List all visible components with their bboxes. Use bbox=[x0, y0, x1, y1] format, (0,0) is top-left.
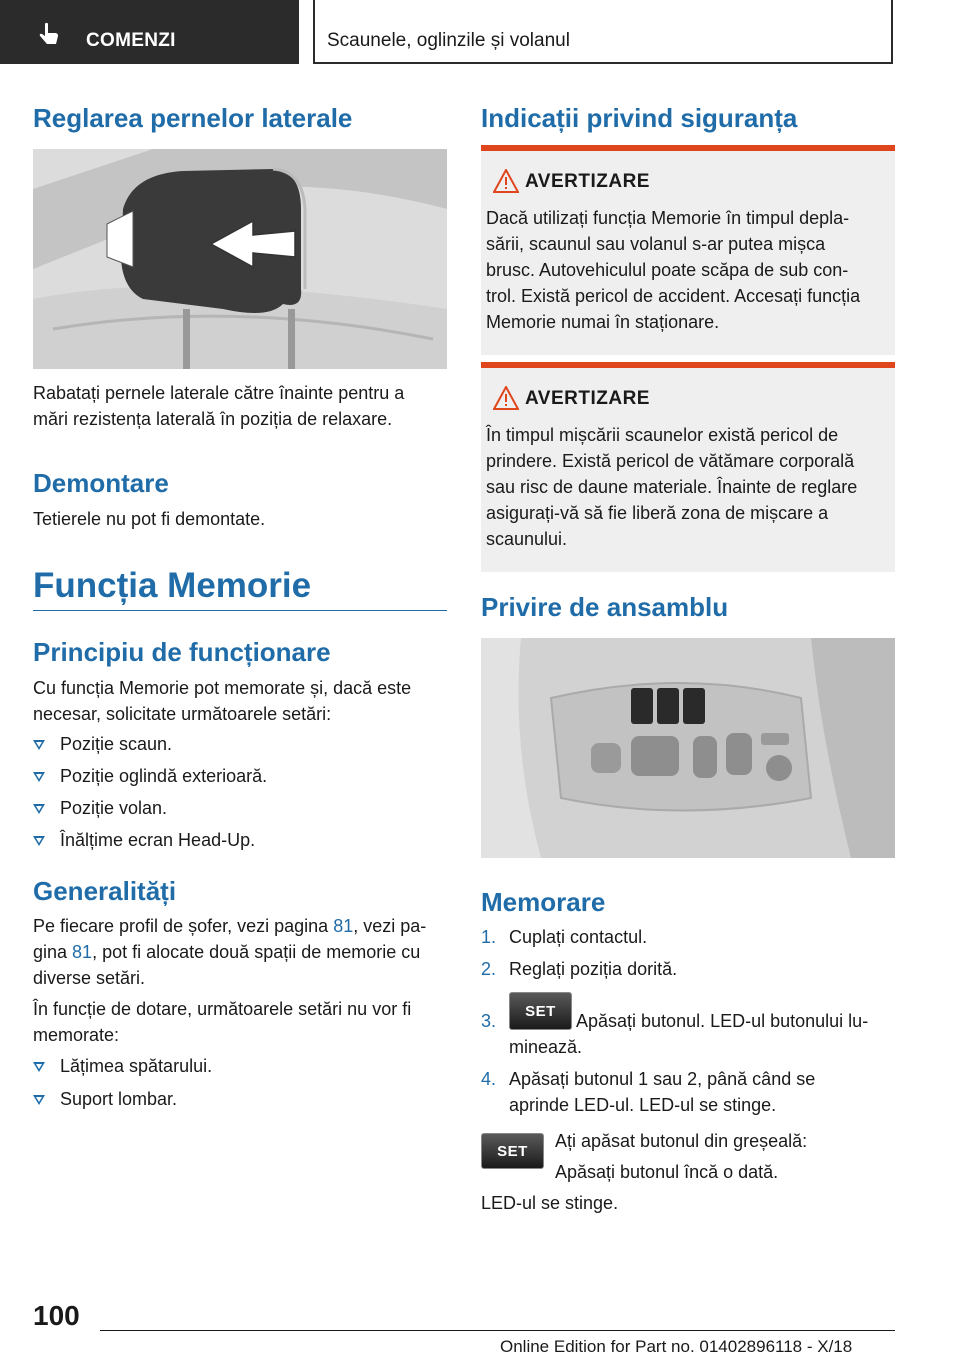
footer-rule bbox=[100, 1330, 895, 1331]
page-link[interactable]: 81 bbox=[333, 916, 354, 936]
bullet-triangle-icon bbox=[33, 1095, 45, 1105]
chapter-tab[interactable] bbox=[0, 0, 299, 64]
seat-controls-photo bbox=[481, 638, 895, 858]
headrest-photo bbox=[33, 149, 447, 369]
warning-title: AVERTIZARE bbox=[525, 171, 650, 192]
hand-pointer-icon bbox=[36, 22, 62, 48]
section-header bbox=[313, 0, 893, 64]
led-off-text: LED-ul se stinge. bbox=[481, 1193, 619, 1213]
set-button-icon: SET bbox=[481, 1133, 544, 1169]
bullet-triangle-icon bbox=[33, 804, 45, 814]
mistake-text-2: Apăsați butonul încă o dată. bbox=[555, 1162, 779, 1182]
section-title: Scaunele, oglinzile și volanul bbox=[327, 30, 570, 51]
chapter-tab-label: COMENZI bbox=[86, 30, 176, 51]
memory-function-title: Funcția Memorie bbox=[33, 566, 312, 605]
warning-text: Dacă utilizați funcția Memorie în timpul depla- sării, scaunul sau volanul s-ar putea mișca brusc. Autovehiculul poate scăpa de sub con- trol. Există pericol de accident. Accesați funcția Memorie numai în staționare. bbox=[486, 208, 861, 332]
edition-note: Online Edition for Part no. 01402896118 - X/18 bbox=[500, 1337, 853, 1356]
bullet-triangle-icon bbox=[33, 1062, 45, 1072]
warning-triangle-icon bbox=[493, 169, 519, 193]
safety-heading: Indicații privind siguranța bbox=[481, 103, 798, 133]
warning-title: AVERTIZARE bbox=[525, 388, 650, 409]
removal-heading: Demontare bbox=[33, 468, 169, 498]
title-underline bbox=[33, 610, 447, 611]
headrest-illustration bbox=[33, 149, 447, 369]
side-cushions-heading: Reglarea pernelor laterale bbox=[33, 103, 353, 133]
principle-heading: Principiu de funcționare bbox=[33, 637, 331, 667]
not-saved-text-1: În funcție de dotare, următoarele setări nu vor fi bbox=[33, 999, 412, 1019]
warning-text: În timpul mișcării scaunelor există pericol de prindere. Există pericol de vătămare corporală sau risc de daune materiale. Înainte de reglare asigurați-vă să fie liberă zona de mișcare a scaunului. bbox=[486, 425, 858, 549]
step-3-text-cont: minează. bbox=[509, 1037, 583, 1057]
overview-heading: Privire de ansamblu bbox=[481, 592, 729, 622]
principle-text-1: Cu funcția Memorie pot memorate și, dacă este bbox=[33, 678, 412, 698]
not-saved-text-2: memorate: bbox=[33, 1025, 120, 1045]
step-4-text-cont: aprinde LED-ul. LED-ul se stinge. bbox=[509, 1095, 777, 1115]
general-heading: Generalități bbox=[33, 876, 177, 906]
bullet-triangle-icon bbox=[33, 740, 45, 750]
seat-controls-illustration bbox=[481, 638, 895, 858]
mistake-text-1: Ați apăsat butonul din greșeală: bbox=[555, 1131, 808, 1151]
set-button-icon: SET bbox=[509, 992, 572, 1030]
bullet-triangle-icon bbox=[33, 836, 45, 846]
warning-box bbox=[481, 362, 895, 572]
page-number: 100 bbox=[33, 1300, 80, 1331]
page-link[interactable]: 81 bbox=[72, 942, 93, 962]
general-text-3: diverse setări. bbox=[33, 968, 146, 988]
warning-box bbox=[481, 145, 895, 355]
side-cushions-caption-2: mări rezistența laterală în poziția de relaxare. bbox=[33, 409, 393, 429]
side-cushions-caption-1: Rabatați pernele laterale către înainte pentru a bbox=[33, 383, 405, 403]
principle-text-2: necesar, solicitate următoarele setări: bbox=[33, 704, 332, 724]
general-text-2: gina 81, pot fi alocate două spații de memorie cu bbox=[33, 942, 421, 962]
removal-text: Tetierele nu pot fi demontate. bbox=[33, 509, 266, 529]
warning-triangle-icon bbox=[493, 386, 519, 410]
bullet-triangle-icon bbox=[33, 772, 45, 782]
step-3-text: Apăsați butonul. LED-ul butonului lu- bbox=[576, 1011, 869, 1031]
general-text-1: Pe fiecare profil de șofer, vezi pagina 81, vezi pa- bbox=[33, 916, 427, 936]
store-heading: Memorare bbox=[481, 887, 606, 917]
